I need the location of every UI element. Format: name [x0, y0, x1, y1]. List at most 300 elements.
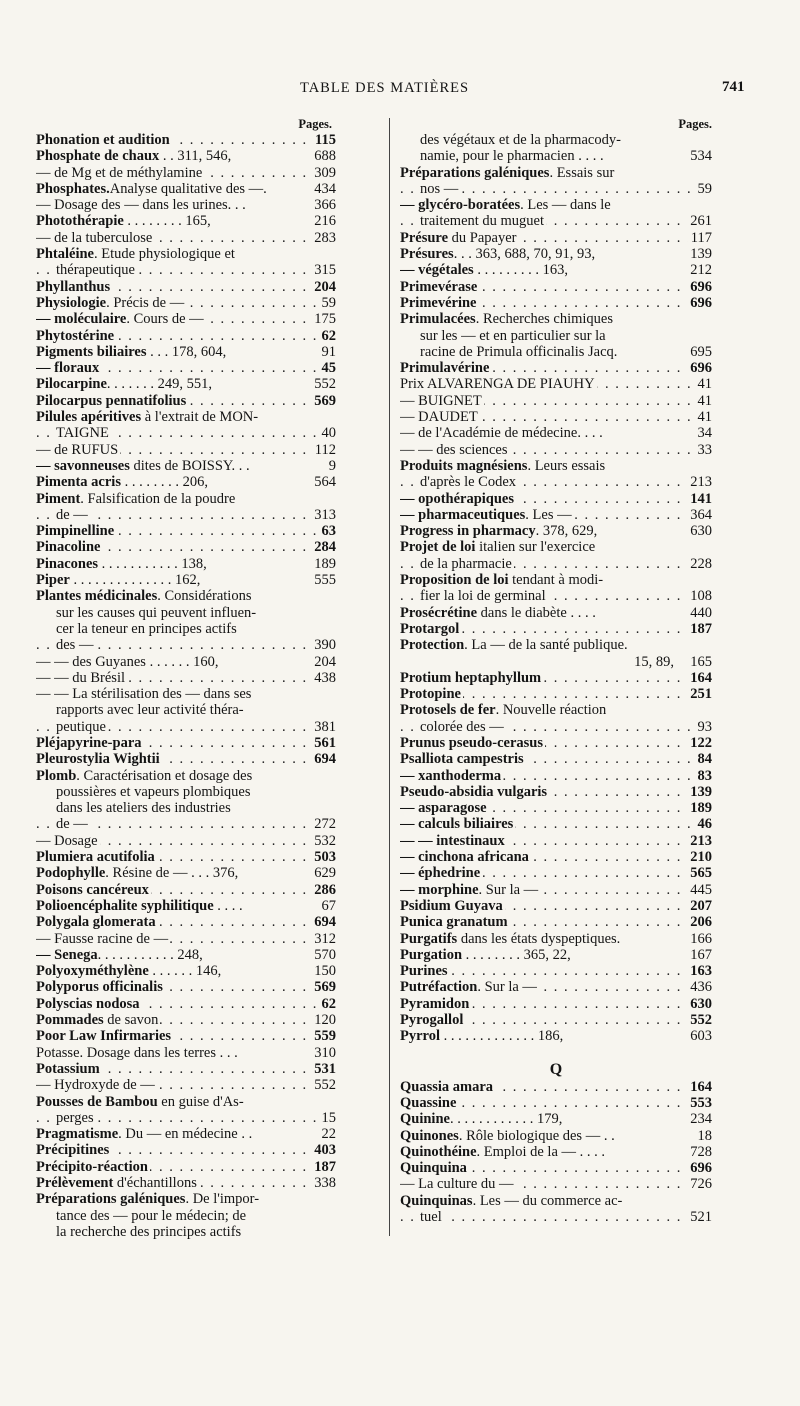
entry-description: . Sur la —	[478, 881, 539, 898]
entry-term: Pyrrol	[400, 1028, 440, 1045]
entry-description: . Les —	[525, 506, 572, 523]
entry-description: — — La stérilisation des — dans ses	[36, 686, 252, 703]
entry-text	[36, 393, 188, 409]
entry-description: . . . . . . . . . . . 138,	[98, 555, 207, 572]
entry-text	[400, 996, 471, 1012]
entry-term: Potassium	[36, 1060, 100, 1077]
entry-text	[400, 279, 479, 295]
entry-text	[634, 654, 676, 670]
entry-description: . Sur la —	[477, 979, 537, 996]
entry-page-number: 62	[319, 996, 337, 1012]
entry-page-number: 436	[687, 979, 712, 995]
entry-page-number: 695	[687, 344, 712, 360]
entry-text	[36, 311, 206, 327]
entry-text	[400, 898, 505, 914]
entry-text	[36, 230, 154, 246]
entry-text	[420, 588, 548, 604]
entry-page-number: 381	[311, 719, 336, 735]
entry-term: Quinothéine	[400, 1143, 477, 1160]
entry-text	[400, 768, 503, 784]
entry-text	[400, 262, 570, 278]
entry-text	[400, 1028, 565, 1044]
index-entry	[36, 654, 336, 670]
entry-text	[400, 458, 607, 474]
entry-page-number: 338	[311, 1175, 336, 1191]
entry-text	[400, 442, 510, 458]
entry-text	[400, 425, 605, 441]
entry-text	[36, 654, 220, 670]
index-entry	[36, 735, 336, 751]
index-entry	[400, 882, 712, 898]
entry-description: . Du — en médecine . .	[118, 1126, 253, 1143]
entry-text	[400, 230, 519, 246]
entry-page-number: 726	[687, 1176, 712, 1192]
index-entry	[400, 213, 712, 229]
entry-description: de —	[56, 816, 88, 833]
entry-term: Précipito-réaction	[36, 1158, 148, 1175]
entry-term: — opothérapiques	[400, 490, 515, 507]
entry-page-number: 117	[688, 230, 712, 246]
index-entry	[400, 686, 712, 702]
entry-page-number: 555	[311, 572, 336, 588]
entry-description: de la pharmacie	[420, 555, 512, 572]
entry-term: — floraux	[36, 360, 100, 377]
entry-term: Prosécrétine	[400, 604, 478, 621]
entry-description: . . . . . . . . . 163,	[473, 262, 568, 279]
entry-term: — — intestinaux	[400, 832, 505, 849]
entry-page-number: 569	[311, 393, 336, 409]
entry-text	[36, 523, 116, 539]
index-entry	[36, 165, 336, 181]
index-entry	[36, 963, 336, 979]
entry-term: Primevérine	[400, 294, 477, 311]
entry-text	[420, 719, 506, 735]
entry-text	[36, 1191, 261, 1207]
index-entry	[400, 344, 712, 360]
index-entry	[400, 165, 712, 181]
entry-term: — asparagose	[400, 800, 487, 817]
index-entry	[36, 768, 336, 784]
entry-text	[420, 474, 518, 490]
entry-description: perges	[56, 1109, 94, 1126]
index-entry	[400, 1144, 712, 1160]
index-entry	[400, 849, 712, 865]
entry-term: Polyoxyméthylène	[36, 963, 149, 980]
index-entry	[36, 1142, 336, 1158]
entry-text	[36, 1094, 246, 1110]
entry-description: . . . . . . . . 206,	[120, 474, 208, 491]
entry-description: namie, pour le pharmacien . . . .	[420, 148, 604, 165]
entry-text	[36, 165, 204, 181]
entry-description: . Nouvelle réaction	[495, 702, 607, 719]
entry-text	[56, 425, 111, 441]
entry-text	[36, 996, 142, 1012]
index-entry	[400, 1095, 712, 1111]
entry-page-number: 603	[687, 1028, 712, 1044]
index-entry	[400, 393, 712, 409]
entry-page-number: 728	[687, 1144, 712, 1160]
entry-page-number: 553	[687, 1095, 712, 1111]
entry-term: Présures	[400, 246, 454, 263]
entry-description: peutique	[56, 718, 106, 735]
entry-term: Préparations galéniques	[400, 164, 550, 181]
entry-text	[56, 262, 137, 278]
entry-text	[36, 588, 253, 604]
entry-page-number: 315	[311, 262, 336, 278]
entry-text	[400, 295, 479, 311]
entry-description: de —	[56, 506, 88, 523]
entry-text	[36, 1045, 240, 1061]
entry-page-number: 9	[326, 458, 336, 474]
index-entry	[400, 702, 712, 718]
index-entry	[400, 605, 712, 621]
entry-page-number: 115	[312, 132, 336, 148]
entry-description: des végétaux et de la pharmacody-	[420, 132, 621, 148]
index-entry	[36, 295, 336, 311]
entry-text	[36, 833, 100, 849]
entry-description: — Dosage des — dans les urines. . .	[36, 197, 246, 214]
entry-description: dans les états dyspeptiques.	[457, 930, 621, 947]
entry-description: — — des Guyanes . . . . . . 160,	[36, 653, 219, 670]
entry-term: — morphine	[400, 881, 479, 898]
entry-term: — savonneuses	[36, 457, 130, 474]
entry-page-number: 139	[687, 246, 712, 262]
entry-description: TAIGNE	[56, 425, 109, 442]
entry-term: Pousses de Bambou	[36, 1093, 158, 1110]
index-entry	[36, 686, 336, 702]
entry-term: Pimenta acris	[36, 474, 121, 491]
entry-description: en guise d'As-	[157, 1093, 244, 1110]
entry-page-number: 83	[695, 768, 713, 784]
entry-text	[36, 572, 202, 588]
index-entry	[36, 898, 336, 914]
entry-term: Pléjapyrine-para	[36, 734, 142, 751]
entry-page-number: 139	[687, 784, 712, 800]
entry-description: tendant à modi-	[508, 572, 604, 589]
entry-term: Polioencéphalite syphilitique	[36, 897, 214, 914]
entry-text	[36, 947, 205, 963]
index-entry	[36, 588, 336, 604]
entry-text	[400, 1095, 458, 1111]
entry-text	[56, 507, 90, 523]
index-entry	[36, 1224, 336, 1240]
index-entry	[36, 572, 336, 588]
entry-text	[400, 491, 516, 507]
entry-text	[420, 344, 619, 360]
index-entry	[36, 1028, 336, 1044]
entry-text	[400, 605, 598, 621]
entry-text	[400, 360, 491, 376]
index-entry	[400, 442, 712, 458]
index-entry	[400, 458, 712, 474]
entry-description: cer la teneur en principes actifs	[56, 620, 237, 637]
index-entry	[36, 132, 336, 148]
entry-description: . Etude physiologique et	[94, 246, 235, 263]
entry-text	[36, 898, 245, 914]
index-entry	[400, 311, 712, 327]
entry-text	[400, 197, 613, 213]
entry-description: . Les — du commerce ac-	[472, 1192, 623, 1209]
entry-term: — cinchona africana	[400, 849, 529, 866]
entry-page-number: 366	[311, 197, 336, 213]
entry-page-number: 284	[311, 539, 336, 555]
index-entry	[400, 784, 712, 800]
index-entry	[36, 556, 336, 572]
entry-term: Quinquinas	[400, 1192, 473, 1209]
index-entry	[36, 246, 336, 262]
index-entry	[36, 833, 336, 849]
index-entry	[400, 507, 712, 523]
entry-page-number: 552	[311, 1077, 336, 1093]
entry-page-number: 559	[311, 1028, 336, 1044]
entry-page-number: 163	[687, 963, 712, 979]
entry-page-number: 122	[687, 735, 712, 751]
index-entry	[400, 246, 712, 262]
entry-description: d'après le Codex	[420, 474, 517, 491]
entry-text	[36, 539, 102, 555]
entry-description: — de la tuberculose	[36, 229, 153, 246]
index-entry	[36, 376, 336, 392]
entry-text	[400, 670, 543, 686]
entry-term: Pilocarpus pennatifolius	[36, 392, 187, 409]
entry-text	[36, 1159, 150, 1175]
pages-header: Pages.	[678, 117, 712, 131]
entry-description: . Falsification de la poudre	[80, 490, 236, 507]
index-entry	[36, 230, 336, 246]
index-entry	[400, 670, 712, 686]
entry-term: Produits magnésiens	[400, 457, 528, 474]
index-entry	[36, 474, 336, 490]
entry-text	[400, 1144, 607, 1160]
index-entry	[400, 409, 712, 425]
index-entry	[36, 719, 336, 735]
entry-page-number: 552	[687, 1012, 712, 1028]
entry-description: traitement du muguet	[420, 213, 545, 230]
entry-term: Quassia amara	[400, 1078, 494, 1095]
index-entry	[400, 539, 712, 555]
entry-page-number: 207	[687, 898, 712, 914]
running-title: TABLE DES MATIÈRES	[300, 80, 470, 96]
entry-description: . Résine de — . . . 376,	[105, 865, 239, 882]
entry-description: tuel	[420, 1209, 442, 1225]
entry-description: la recherche des principes actifs	[56, 1223, 242, 1240]
entry-page-number: 46	[695, 816, 713, 832]
entry-text	[400, 523, 599, 539]
entry-term: Précipitines	[36, 1142, 110, 1159]
entry-description: d'échantillons	[113, 1175, 197, 1191]
entry-page-number: 62	[319, 328, 337, 344]
index-entry	[400, 148, 712, 164]
entry-term: Protium heptaphyllum	[400, 669, 542, 686]
index-entry	[36, 784, 336, 800]
entry-description: . Caractérisation et dosage des	[76, 767, 253, 784]
entry-description: tance des — pour le médecin; de	[56, 1207, 247, 1224]
index-entry	[36, 702, 336, 718]
entry-page-number: 204	[311, 279, 336, 295]
entry-text	[36, 148, 233, 164]
entry-term: Podophylle	[36, 865, 106, 882]
entry-description: . . . .	[213, 897, 243, 914]
index-entry	[400, 572, 712, 588]
entry-description: . Cours de —	[126, 311, 204, 328]
entry-text	[36, 735, 144, 751]
index-entry	[400, 931, 712, 947]
index-entry	[36, 621, 336, 637]
entry-text	[400, 311, 615, 327]
index-entry	[400, 360, 712, 376]
entry-text	[56, 621, 239, 637]
entry-text	[420, 1209, 444, 1225]
index-entry	[400, 833, 712, 849]
entry-page-number: 189	[687, 800, 712, 816]
index-entry	[400, 800, 712, 816]
index-entry	[400, 1012, 712, 1028]
index-entry	[36, 914, 336, 930]
entry-description: . La — de la santé publique.	[464, 637, 628, 654]
entry-text	[36, 442, 120, 458]
index-entry	[36, 213, 336, 229]
index-entry	[36, 262, 336, 278]
entry-description: dites de BOISSY. . .	[129, 457, 250, 474]
index-entry	[36, 605, 336, 621]
entry-text	[36, 491, 237, 507]
right-column	[400, 116, 712, 1225]
index-entry	[400, 751, 712, 767]
entry-description: — Fausse racine de —	[36, 930, 169, 947]
index-entry	[36, 1110, 336, 1126]
entry-term: Pyrogallol	[400, 1012, 464, 1029]
entry-page-number: 434	[311, 181, 336, 197]
entry-term: Présure	[400, 229, 449, 246]
entry-text	[400, 1012, 465, 1028]
index-entry	[400, 1079, 712, 1095]
entry-term: — végétales	[400, 262, 474, 279]
entry-page-number: 309	[311, 165, 336, 181]
entry-description: italien sur l'exercice	[475, 539, 596, 556]
entry-term: Quinones	[400, 1127, 459, 1144]
entry-page-number: 440	[687, 605, 712, 621]
entry-text	[36, 686, 253, 702]
entry-text	[36, 768, 254, 784]
entry-text	[400, 833, 507, 849]
entry-description: . 378, 629,	[535, 523, 598, 540]
entry-text	[36, 197, 248, 213]
entry-text	[400, 1079, 495, 1095]
entry-term: Protection	[400, 637, 465, 654]
entry-text	[420, 328, 608, 344]
entry-page-number: 561	[311, 735, 336, 751]
entry-page-number: 283	[311, 230, 336, 246]
entry-text	[420, 132, 623, 148]
entry-term: Pleurostylia Wightii	[36, 751, 160, 768]
entry-term: Poor Law Infirmaries	[36, 1028, 172, 1045]
entry-text	[56, 1110, 96, 1126]
entry-page-number: 189	[311, 556, 336, 572]
index-entry	[36, 1159, 336, 1175]
entry-term: Protargol	[400, 620, 460, 637]
index-entry	[36, 1175, 336, 1191]
entry-description: — — des sciences	[400, 441, 508, 458]
entry-page-number: 187	[687, 621, 712, 637]
index-entry	[36, 507, 336, 523]
entry-term: Pragmatisme	[36, 1126, 119, 1143]
entry-description: . . . . . . . . . . . 248,	[97, 946, 203, 963]
entry-page-number: 213	[687, 474, 712, 490]
entry-text	[56, 637, 95, 653]
entry-page-number: 286	[311, 882, 336, 898]
entry-term: Polygala glomerata	[36, 914, 156, 931]
entry-description: . Leurs essais	[527, 457, 606, 474]
entry-page-number: 569	[311, 979, 336, 995]
entry-page-number: 696	[687, 1160, 712, 1176]
entry-text	[56, 784, 253, 800]
entry-page-number: 59	[695, 181, 713, 197]
entry-term: Phosphates.	[36, 180, 110, 197]
entry-description: . . . 363, 688, 70, 91, 93,	[453, 246, 596, 263]
entry-text	[36, 979, 165, 995]
entry-description: . Rôle biologique des — . .	[458, 1127, 615, 1144]
entry-description: racine de Primula officinalis Jacq.	[420, 343, 618, 360]
index-entry	[400, 654, 712, 670]
entry-page-number: 570	[311, 947, 336, 963]
entry-page-number: 313	[311, 507, 336, 523]
running-header	[0, 80, 800, 100]
entry-text	[420, 181, 460, 197]
entry-page-number: 696	[687, 279, 712, 295]
index-entry	[400, 474, 712, 490]
entry-page-number: 187	[311, 1159, 336, 1175]
entry-description: — DAUDET	[400, 409, 478, 426]
entry-text	[36, 132, 172, 148]
entry-text	[400, 751, 526, 767]
index-entry	[400, 1209, 712, 1225]
index-entry	[400, 1128, 712, 1144]
entry-text	[36, 670, 127, 686]
entry-text	[400, 865, 482, 881]
entry-text	[36, 865, 240, 881]
entry-text	[400, 735, 545, 751]
entry-page-number: 234	[687, 1111, 712, 1127]
entry-text	[56, 605, 258, 621]
entry-page-number: 22	[319, 1126, 337, 1142]
entry-page-number: 206	[687, 914, 712, 930]
entry-term: Phyllanthus	[36, 278, 111, 295]
index-entry	[36, 148, 336, 164]
index-entry	[36, 1077, 336, 1093]
entry-text	[400, 572, 605, 588]
index-entry	[36, 996, 336, 1012]
entry-page-number: 694	[311, 751, 336, 767]
entry-text	[56, 702, 246, 718]
index-entry	[400, 588, 712, 604]
entry-text	[36, 409, 260, 425]
entry-page-number: 41	[695, 393, 713, 409]
entry-page-number: 630	[687, 996, 712, 1012]
entry-text	[36, 376, 214, 392]
index-entry	[36, 800, 336, 816]
entry-text	[36, 1126, 254, 1142]
entry-page-number: 213	[687, 833, 712, 849]
entry-page-number: 503	[311, 849, 336, 865]
entry-page-number: 565	[687, 865, 712, 881]
entry-page-number: 630	[687, 523, 712, 539]
entry-text	[36, 1012, 160, 1028]
index-entry	[400, 816, 712, 832]
entry-term: Plantes médicinales	[36, 588, 158, 605]
entry-text	[420, 148, 606, 164]
index-entry	[400, 621, 712, 637]
index-entry	[36, 1012, 336, 1028]
